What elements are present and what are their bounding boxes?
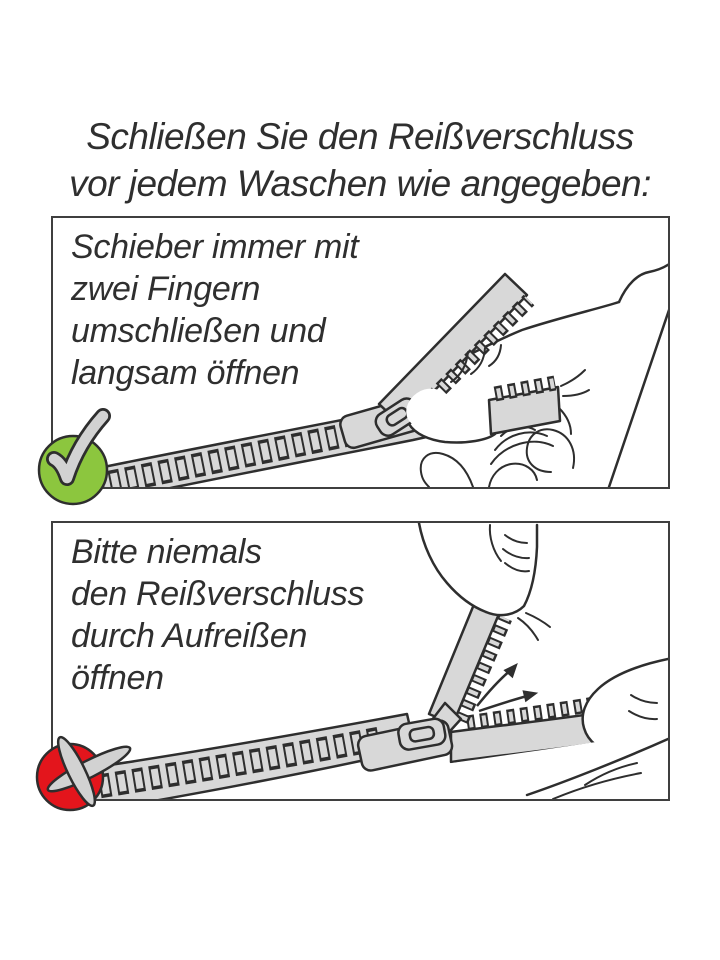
zipper-slider <box>356 703 461 772</box>
cross-icon <box>28 707 136 815</box>
panel-incorrect-handling <box>51 521 670 801</box>
instruction-text-correct: Schieber immer mit zwei Fingern umschließen und langsam öffnen <box>71 228 359 393</box>
checkmark-icon <box>33 408 117 512</box>
page-title <box>0 114 720 207</box>
instruction-text-incorrect: Bitte niemals den Reißverschluss durch Aufreißen öffnen <box>71 533 365 698</box>
page-title-line1: Schließen Sie den Reißverschluss <box>86 116 634 157</box>
page-title-line2: vor jedem Waschen wie angegeben: <box>69 162 651 204</box>
stress-lines <box>518 618 538 640</box>
panel-correct-handling <box>51 216 670 489</box>
